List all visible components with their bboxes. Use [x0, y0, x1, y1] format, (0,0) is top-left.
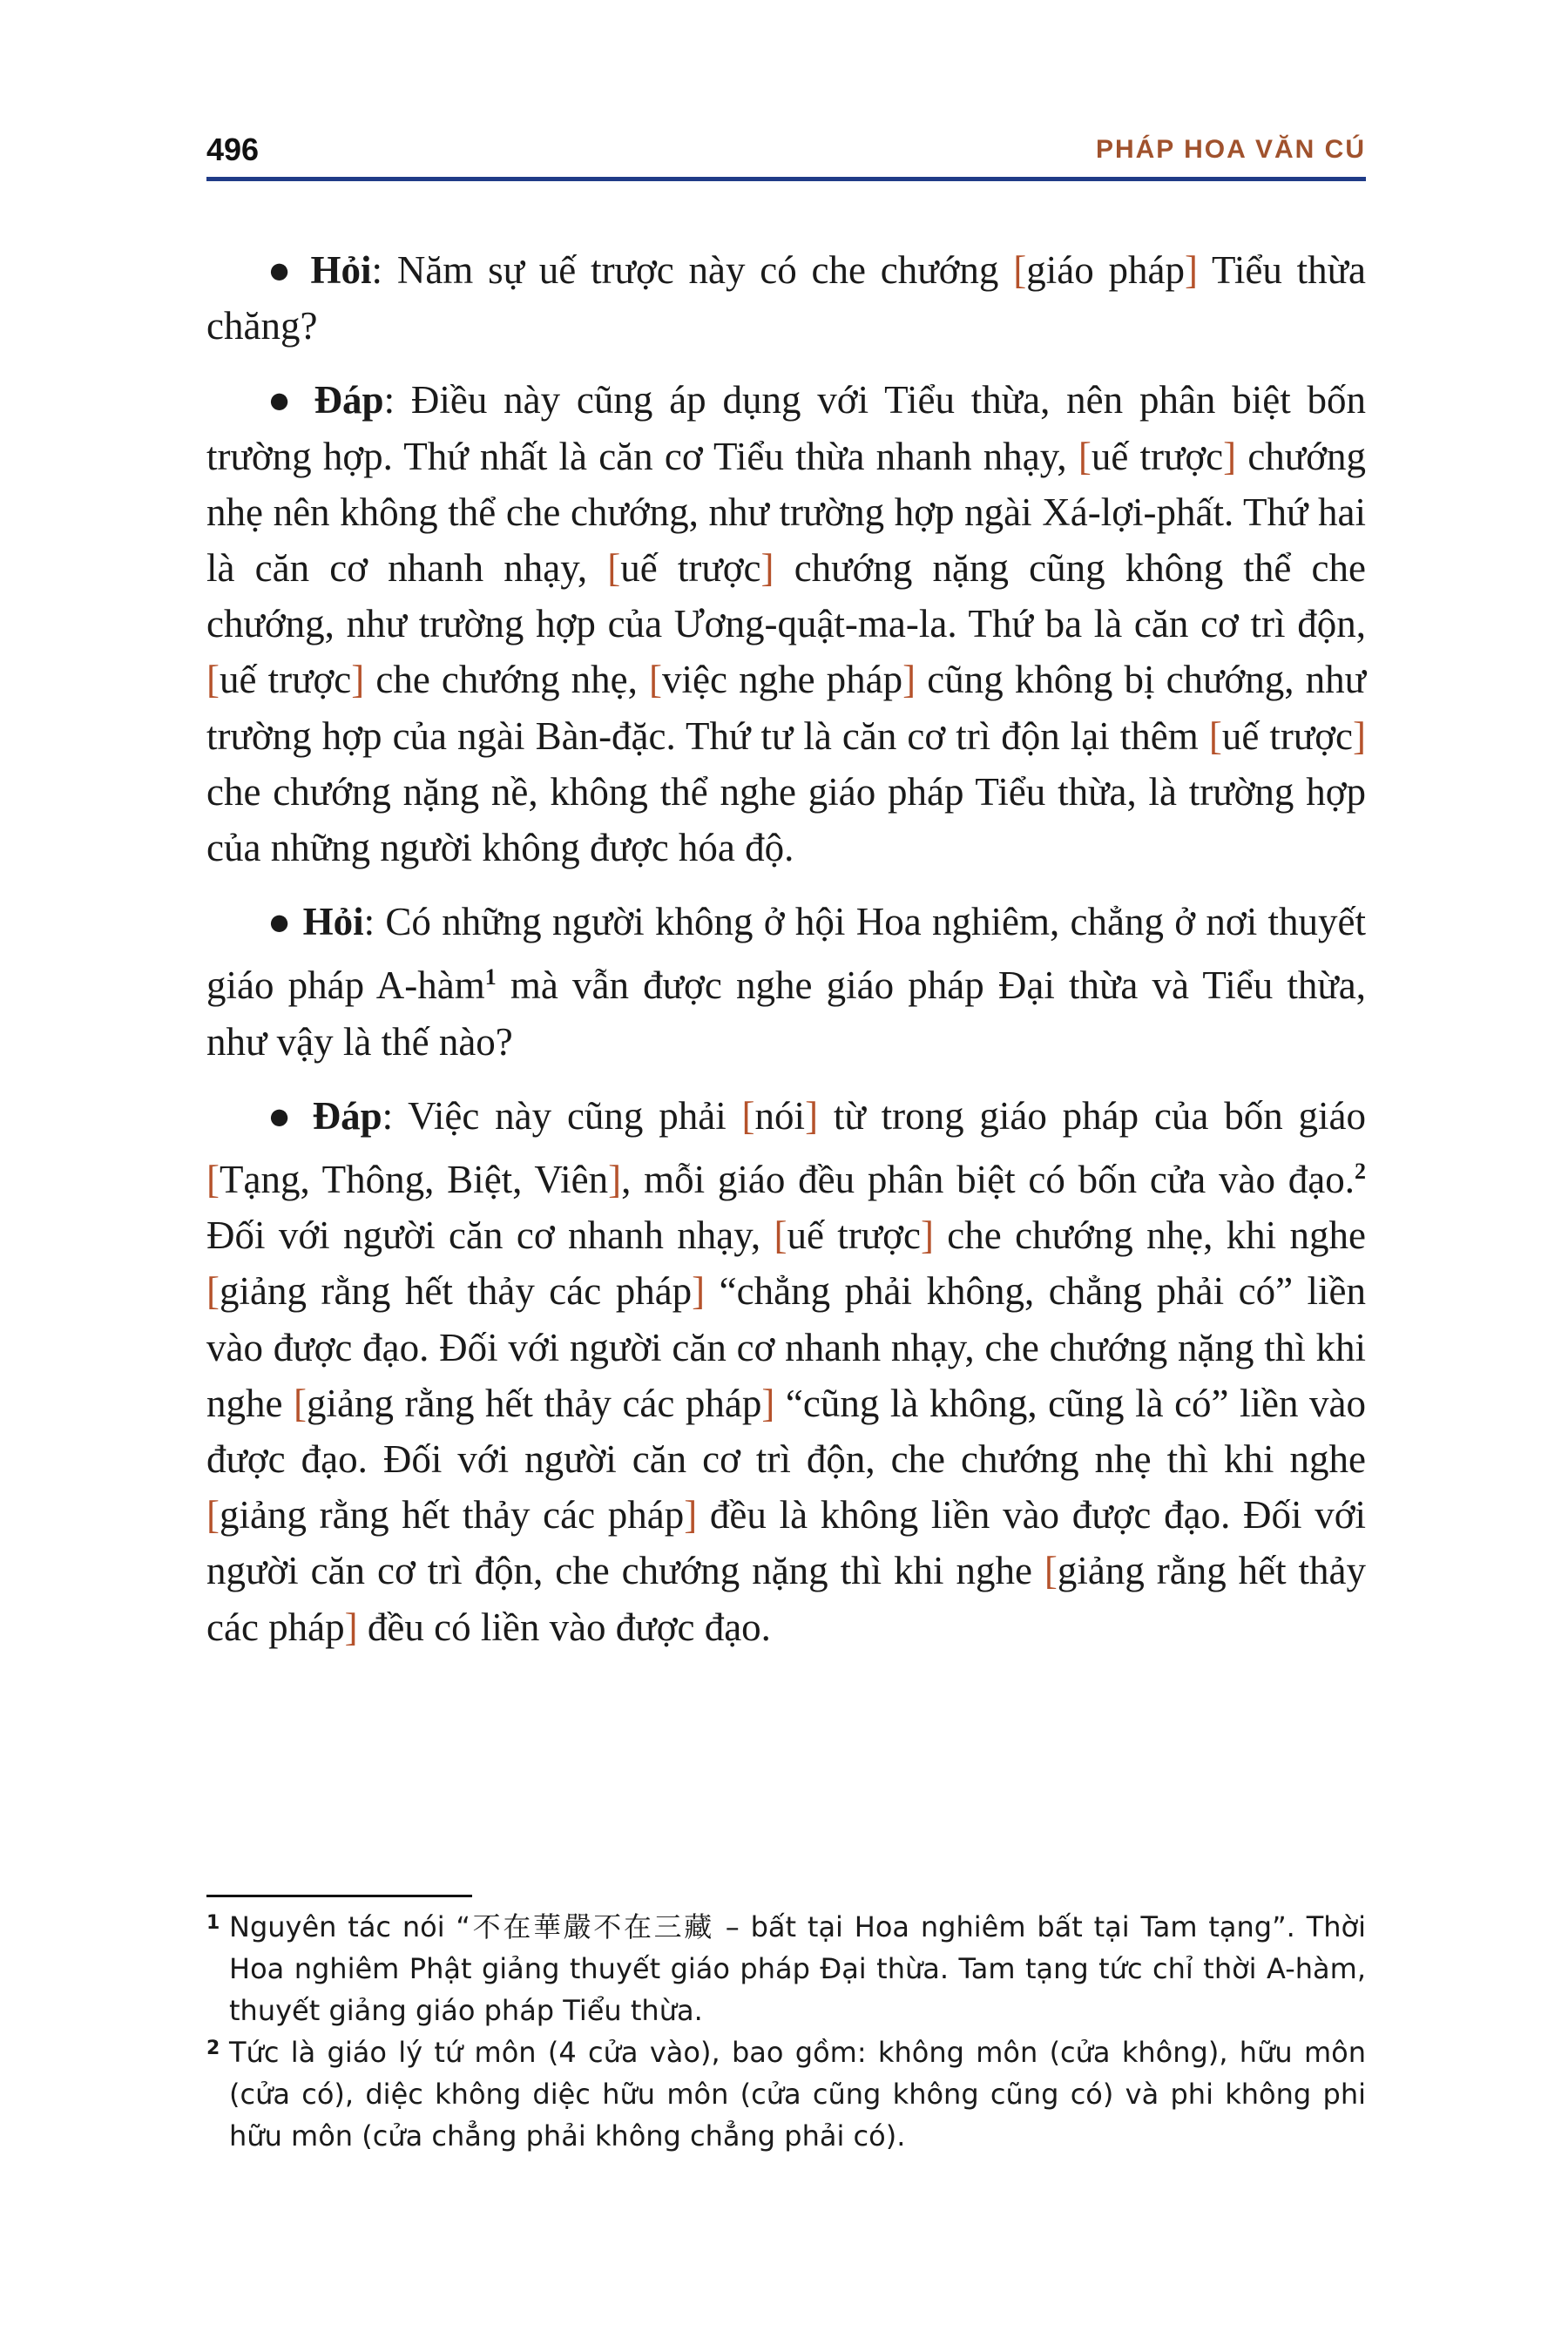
footnote-1 — [206, 1906, 1366, 2031]
text-run: che chướng nặng nề, không thể nghe giáo pháp Tiểu thừa, là trường hợp của những người không được hóa độ. — [206, 769, 1366, 870]
text-run: cũng không bị chướng, như trường hợp của ngài Bàn-đặc. Thứ tư là căn cơ trì độn lại thêm — [206, 658, 1366, 758]
footnote-number: 1 — [206, 1912, 220, 1934]
footnote-text: Nguyên tác nói “不在華嚴不在三藏 – bất tại Hoa nghiêm bất tại Tam tạng”. Thời Hoa nghiêm Phật giảng thuyết giáo pháp Đại thừa. Tam tạng tức chỉ thời A-hàm, thuyết giảng giáo pháp Tiểu thừa. — [229, 1910, 1366, 2027]
text-run: : Có những người không ở hội Hoa nghiêm, chẳng ở nơi thuyết giáo pháp A-hàm — [206, 900, 1366, 1008]
bracket: [ — [774, 1213, 787, 1258]
text-run: , mỗi giáo đều phân biệt có bốn cửa vào đạo. — [621, 1158, 1355, 1202]
paragraph-answer-1 — [206, 372, 1366, 875]
bracket: [ — [206, 1269, 220, 1314]
bracket: ] — [761, 1381, 775, 1425]
text-run: Đối với người căn cơ nhanh nhạy, — [206, 1213, 774, 1258]
running-title: PHÁP HOA VĂN CÚ — [1095, 135, 1366, 164]
footnote-2 — [206, 2031, 1366, 2157]
bracket: ] — [344, 1605, 358, 1649]
bracket: [ — [741, 1093, 755, 1138]
header-rule — [206, 177, 1366, 181]
text-run: giảng rằng hết thảy các pháp — [220, 1493, 685, 1538]
text-run: việc nghe pháp — [662, 658, 903, 702]
page-header — [206, 124, 1366, 176]
bracket: ] — [351, 658, 365, 702]
text-run: giảng rằng hết thảy các pháp — [206, 1549, 1366, 1649]
text-run: từ trong giáo pháp của bốn giáo — [818, 1093, 1367, 1138]
text-run: : Điều này cũng áp dụng với Tiểu thừa, nên phân biệt bốn trường hợp. Thứ nhất là căn cơ Tiểu thừa nhanh nhạy, — [206, 378, 1366, 478]
text-run: đều có liền vào được đạo. — [357, 1605, 771, 1649]
text-run: che chướng nhẹ, — [364, 658, 650, 702]
bracket: ] — [608, 1158, 622, 1202]
paragraph-answer-2 — [206, 1088, 1366, 1655]
bullet: ● — [267, 248, 296, 292]
page-number: 496 — [206, 132, 260, 167]
bracket: ] — [1353, 713, 1366, 758]
bracket: [ — [206, 658, 220, 702]
footnote-rule — [206, 1895, 472, 1897]
bullet: ● — [267, 378, 298, 422]
bracket: ] — [1184, 248, 1198, 292]
bracket: ] — [902, 658, 916, 702]
text-run: chướng nhẹ nên không thể che chướng, như trường hợp ngài Xá-lợi-phất. Thứ hai là căn cơ nhanh nhạy, — [206, 434, 1366, 591]
footnote-ref: 1 — [484, 964, 497, 990]
text-run: giảng rằng hết thảy các pháp — [220, 1269, 693, 1314]
text-run: : Việc này cũng phải — [382, 1093, 742, 1138]
footnotes — [206, 1906, 1366, 2157]
text-run: uế trược — [1221, 713, 1353, 758]
answer-label: Đáp — [312, 1093, 382, 1138]
text-run: che chướng nhẹ, khi nghe — [933, 1213, 1367, 1258]
bracket: [ — [1013, 248, 1027, 292]
bracket: [ — [1208, 713, 1222, 758]
bracket: [ — [1078, 434, 1092, 478]
bracket: ] — [684, 1493, 698, 1538]
text-run: mà vẫn được nghe giáo pháp Đại thừa và Tiểu thừa, như vậy là thế nào? — [206, 963, 1366, 1064]
footnote-text: Tức là giáo lý tứ môn (4 cửa vào), bao gồm: không môn (cửa không), hữu môn (cửa có), diệc không diệc hữu môn (cửa cũng không cũng có) và phi không phi hữu môn (cửa chẳng phải không chẳng phải có). — [229, 2036, 1366, 2153]
text-run: “cũng là không, cũng là có” liền vào được đạo. Đối với người căn cơ trì độn, che chướng nhẹ thì khi nghe — [206, 1381, 1366, 1482]
text-run: nói — [754, 1093, 806, 1138]
bracket: [ — [649, 658, 663, 702]
text-run: uế trược — [220, 658, 352, 702]
body-text — [206, 242, 1366, 1673]
bracket: ] — [805, 1093, 819, 1138]
footnote-ref: 2 — [1354, 1159, 1366, 1185]
bracket: [ — [1044, 1549, 1058, 1593]
text-run: uế trược — [787, 1213, 921, 1258]
bracket: [ — [294, 1381, 307, 1425]
text-run: chướng nặng cũng không thể che chướng, như trường hợp của Ương-quật-ma-la. Thứ ba là căn cơ trì độn, — [206, 546, 1366, 646]
text-run: : Năm sự uế trược này có che chướng — [371, 248, 1014, 292]
bracket: [ — [206, 1493, 220, 1538]
bracket: [ — [607, 546, 621, 591]
text-run: “chẳng phải không, chẳng phải có” liền vào được đạo. Đối với người căn cơ nhanh nhạy, che chướng nặng thì khi nghe — [206, 1269, 1366, 1425]
text-run: uế trược — [620, 546, 761, 591]
bullet: ● — [267, 900, 293, 944]
bracket: [ — [206, 1158, 220, 1202]
text-run: Tạng, Thông, Biệt, Viên — [220, 1158, 609, 1202]
footnote-number: 2 — [206, 2038, 220, 2059]
text-run: uế trược — [1091, 434, 1224, 478]
paragraph-question-1 — [206, 242, 1366, 354]
bracket: ] — [692, 1269, 706, 1314]
text-run: giáo pháp — [1026, 248, 1185, 292]
answer-label: Đáp — [314, 378, 384, 422]
text-run: Tiểu thừa chăng? — [206, 248, 1367, 348]
text-run: giảng rằng hết thảy các pháp — [307, 1381, 762, 1425]
bracket: ] — [920, 1213, 934, 1258]
question-label: Hỏi — [310, 248, 372, 292]
bracket: ] — [760, 546, 774, 591]
text-run: đều là không liền vào được đạo. Đối với người căn cơ trì độn, che chướng nặng thì khi nghe — [206, 1493, 1366, 1593]
bullet: ● — [267, 1093, 297, 1138]
paragraph-question-2 — [206, 894, 1366, 1070]
question-label: Hỏi — [302, 900, 364, 944]
bracket: ] — [1223, 434, 1237, 478]
